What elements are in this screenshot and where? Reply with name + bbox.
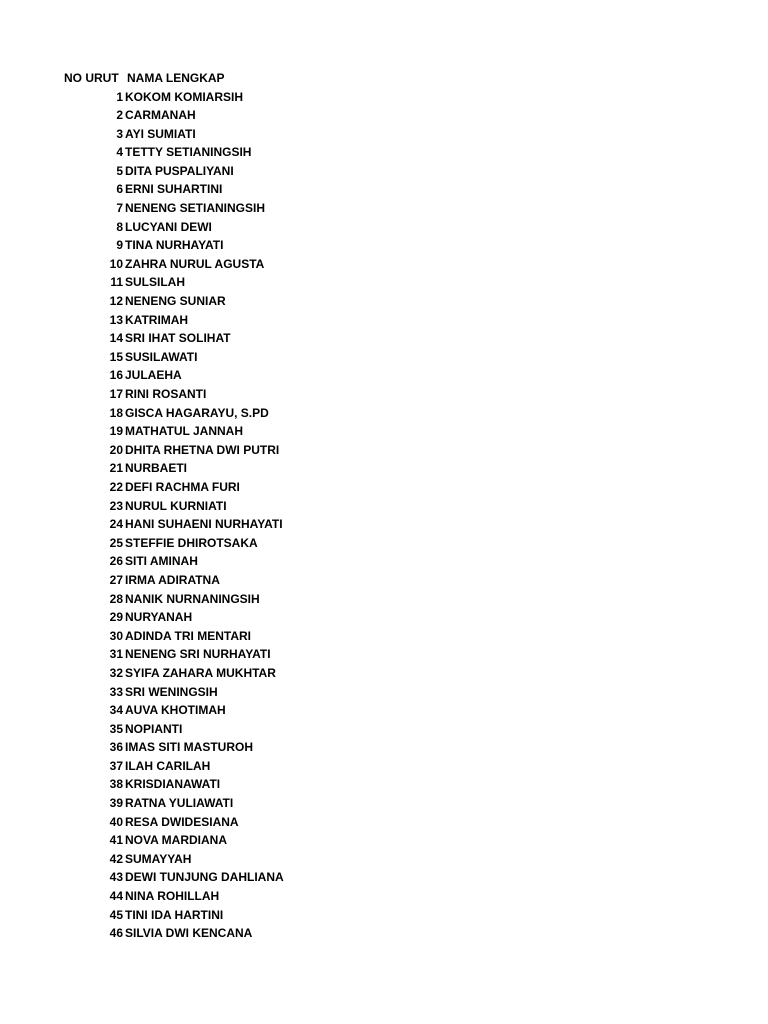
- row-number: 23: [109, 498, 123, 513]
- row-number: 33: [109, 684, 123, 699]
- row-name: SILVIA DWI KENCANA: [125, 926, 253, 941]
- list-item: [64, 906, 284, 925]
- row-name: KOKOM KOMIARSIH: [125, 89, 243, 104]
- list-item: [64, 608, 284, 627]
- row-name: IRMA ADIRATNA: [125, 572, 220, 587]
- list-item: [64, 106, 284, 125]
- row-number: 44: [109, 889, 123, 904]
- row-number: 22: [109, 479, 123, 494]
- row-number: 10: [109, 256, 123, 271]
- list-item: [64, 125, 284, 144]
- row-number: 35: [109, 721, 123, 736]
- list-item: [64, 422, 284, 441]
- row-number: 14: [109, 331, 123, 346]
- row-name: ZAHRA NURUL AGUSTA: [125, 256, 265, 271]
- row-name: SUMAYYAH: [125, 851, 192, 866]
- row-number: 9: [116, 238, 123, 253]
- row-name: ERNI SUHARTINI: [125, 182, 223, 197]
- row-name: MATHATUL JANNAH: [125, 424, 243, 439]
- row-name: KRISDIANAWATI: [125, 777, 221, 792]
- list-item: [64, 757, 284, 776]
- row-number: 39: [109, 796, 123, 811]
- row-number: 6: [116, 182, 123, 197]
- list-item: [64, 143, 284, 162]
- list-item: [64, 478, 284, 497]
- row-number: 31: [109, 647, 123, 662]
- row-name: SUSILAWATI: [125, 349, 198, 364]
- row-name: DEWI TUNJUNG DAHLIANA: [125, 870, 284, 885]
- row-number: 13: [109, 312, 123, 327]
- row-name: JULAEHA: [125, 368, 182, 383]
- row-name: NENENG SETIANINGSIH: [125, 201, 266, 216]
- list-item: [64, 645, 284, 664]
- row-number: 4: [116, 145, 123, 160]
- row-number: 45: [109, 907, 123, 922]
- list-item: [64, 199, 284, 218]
- row-number: 26: [109, 554, 123, 569]
- row-name: ADINDA TRI MENTARI: [125, 628, 251, 643]
- row-name: SRI WENINGSIH: [125, 684, 218, 699]
- row-number: 36: [109, 740, 123, 755]
- row-number: 8: [116, 219, 123, 234]
- table-header: [64, 69, 225, 87]
- list-item: [64, 88, 284, 107]
- row-name: NOVA MARDIANA: [125, 833, 227, 848]
- row-number: 29: [109, 610, 123, 625]
- row-number: 18: [109, 405, 123, 420]
- row-name: HANI SUHAENI NURHAYATI: [125, 517, 283, 532]
- row-name: SITI AMINAH: [125, 554, 198, 569]
- row-number: 3: [116, 126, 123, 141]
- header-no-urut: NO URUT: [64, 71, 119, 85]
- row-name: CARMANAH: [125, 108, 196, 123]
- row-name: TINI IDA HARTINI: [125, 907, 224, 922]
- row-number: 40: [109, 814, 123, 829]
- list-item: [64, 831, 284, 850]
- row-number: 41: [109, 833, 123, 848]
- list-item: [64, 571, 284, 590]
- list-item: [64, 385, 284, 404]
- list-item: [64, 794, 284, 813]
- row-number: 37: [109, 758, 123, 773]
- row-name: LUCYANI DEWI: [125, 219, 212, 234]
- row-number: 25: [109, 535, 123, 550]
- row-number: 17: [109, 387, 123, 401]
- list-item: [64, 441, 284, 460]
- list-item: [64, 813, 284, 832]
- list-item: [64, 162, 284, 181]
- list-item: [64, 515, 284, 534]
- list-item: [64, 329, 284, 348]
- list-item: [64, 218, 284, 237]
- row-name: DHITA RHETNA DWI PUTRI: [125, 442, 280, 457]
- list-item: [64, 738, 284, 757]
- list-item: [64, 887, 284, 906]
- list-item: [64, 775, 284, 794]
- row-number: 2: [116, 108, 123, 123]
- row-name: NANIK NURNANINGSIH: [125, 591, 260, 606]
- row-name: KATRIMAH: [125, 312, 189, 327]
- list-item: [64, 255, 284, 274]
- row-number: 43: [109, 870, 123, 885]
- list-item: [64, 311, 284, 330]
- list-item: [64, 552, 284, 571]
- header-nama-lengkap: NAMA LENGKAP: [127, 71, 225, 85]
- row-number: 12: [109, 294, 123, 309]
- row-name: AUVA KHOTIMAH: [125, 703, 226, 718]
- list-item: [64, 590, 284, 609]
- list-item: [64, 868, 284, 887]
- row-number: 1: [116, 89, 123, 104]
- row-number: 15: [109, 349, 123, 364]
- list-item: [64, 180, 284, 199]
- row-number: 42: [109, 851, 123, 866]
- row-name: AYI SUMIATI: [125, 126, 196, 141]
- row-number: 27: [109, 572, 123, 587]
- list-item: [64, 292, 284, 311]
- row-name: NENENG SRI NURHAYATI: [125, 647, 271, 662]
- row-name: NURUL KURNIATI: [125, 498, 227, 513]
- row-number: 46: [109, 926, 123, 941]
- row-name: RESA DWIDESIANA: [125, 814, 239, 829]
- list-item: [64, 850, 284, 869]
- list-item: [64, 497, 284, 516]
- row-number: 21: [109, 461, 123, 476]
- row-name: IMAS SITI MASTUROH: [125, 740, 253, 755]
- row-name: RINI ROSANTI: [125, 387, 207, 401]
- row-name: TETTY SETIANINGSIH: [125, 145, 252, 160]
- row-number: 11: [110, 275, 123, 290]
- row-number: 38: [109, 777, 123, 792]
- row-number: 32: [109, 665, 123, 680]
- list-item: [64, 664, 284, 683]
- list-item: [64, 273, 284, 292]
- row-name: NENENG SUNIAR: [125, 294, 226, 309]
- row-name: SRI IHAT SOLIHAT: [125, 331, 231, 346]
- row-number: 34: [109, 703, 123, 718]
- row-number: 24: [109, 517, 123, 532]
- row-name: DITA PUSPALIYANI: [125, 163, 234, 178]
- row-number: 16: [109, 368, 123, 383]
- row-name: NURBAETI: [125, 461, 187, 476]
- list-item: [64, 683, 284, 702]
- row-name: ILAH CARILAH: [125, 758, 211, 773]
- row-number: 20: [109, 442, 123, 457]
- list-item: [64, 720, 284, 739]
- row-number: 19: [109, 424, 123, 439]
- list-item: [64, 348, 284, 367]
- list-item: [64, 366, 284, 385]
- list-item: [64, 459, 284, 478]
- row-name: NURYANAH: [125, 610, 193, 625]
- list-item: [64, 236, 284, 255]
- row-name: NINA ROHILLAH: [125, 889, 220, 904]
- list-item: [64, 627, 284, 646]
- row-number: 28: [109, 591, 123, 606]
- list-item: [64, 701, 284, 720]
- row-name: NOPIANTI: [125, 721, 183, 736]
- row-name: TINA NURHAYATI: [125, 238, 224, 253]
- list-item: [64, 404, 284, 423]
- row-name: GISCA HAGARAYU, S.PD: [125, 405, 269, 420]
- name-list: [64, 88, 284, 943]
- row-name: SULSILAH: [125, 275, 185, 290]
- row-name: STEFFIE DHIROTSAKA: [125, 535, 258, 550]
- row-number: 7: [116, 201, 123, 216]
- list-item: [64, 534, 284, 553]
- row-name: SYIFA ZAHARA MUKHTAR: [125, 665, 276, 680]
- row-number: 30: [109, 628, 123, 643]
- row-name: DEFI RACHMA FURI: [125, 479, 240, 494]
- list-item: [64, 924, 284, 943]
- row-number: 5: [116, 163, 123, 178]
- row-name: RATNA YULIAWATI: [125, 796, 234, 811]
